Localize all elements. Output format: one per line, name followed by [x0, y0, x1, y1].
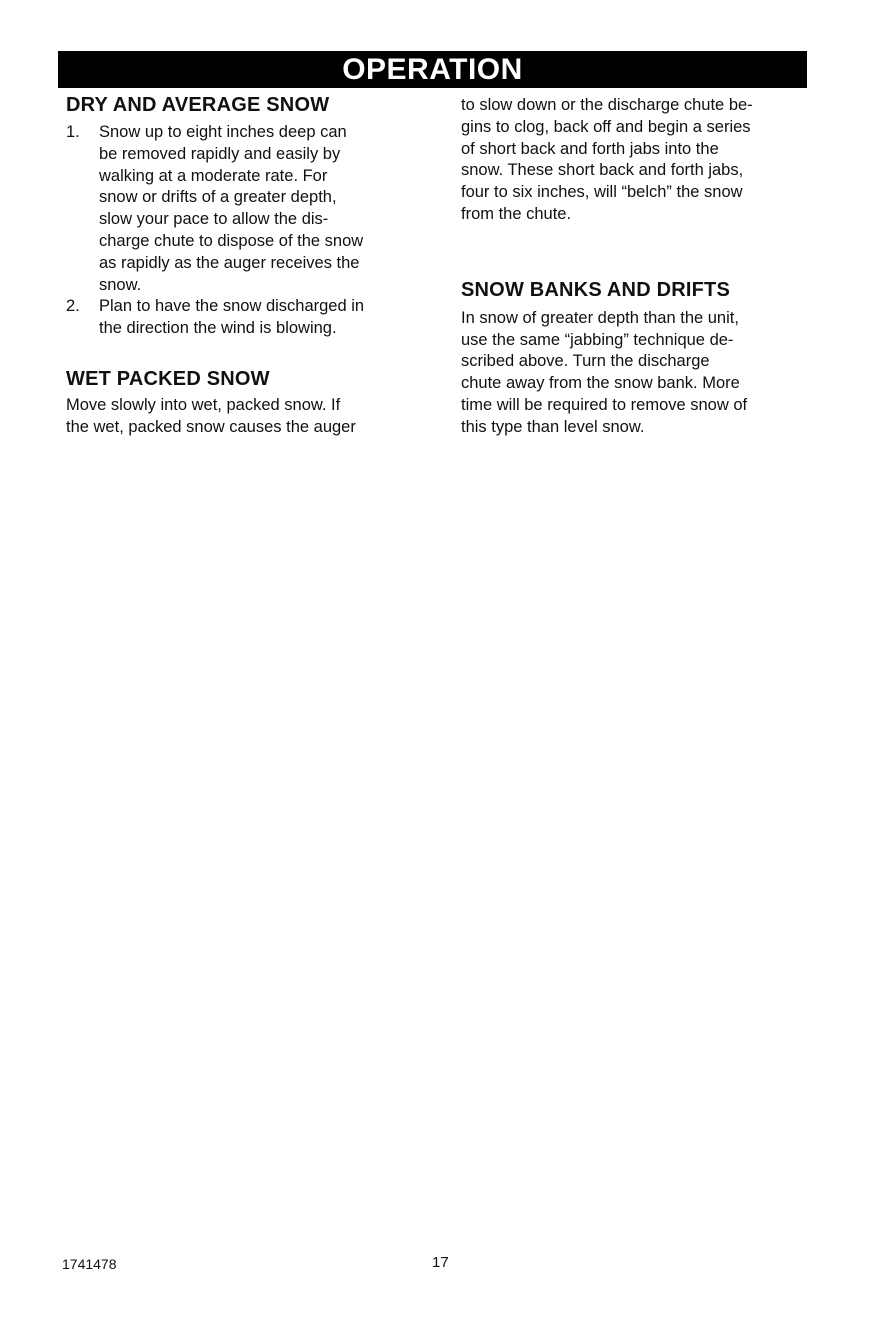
- page-number: 17: [432, 1254, 449, 1271]
- text-line: use the same “jabbing” technique de-: [461, 330, 734, 349]
- heading-snow-banks-drifts: SNOW BANKS AND DRIFTS: [461, 278, 731, 301]
- text-line: to slow down or the discharge chute be-: [461, 96, 753, 114]
- text-line: from the chute.: [461, 204, 572, 223]
- text-line: this type than level snow.: [461, 417, 645, 436]
- wet-snow-paragraph-continued: [461, 95, 833, 226]
- text-line: Move slowly into wet, packed snow. If: [66, 395, 341, 414]
- text-line: Snow up to eight inches deep can: [99, 123, 347, 141]
- heading-dry-average-snow: DRY AND AVERAGE SNOW: [66, 94, 330, 116]
- text-line: Plan to have the snow discharged in: [99, 297, 365, 316]
- text-line: four to six inches, will “belch” the snow: [461, 183, 743, 202]
- text-line: snow. These short back and forth jabs,: [461, 161, 744, 180]
- wet-snow-paragraph-start: [66, 395, 438, 439]
- right-column: [461, 95, 833, 439]
- text-line: charge chute to dispose of the snow: [99, 231, 364, 250]
- list-item-number: 1.: [66, 123, 80, 141]
- text-line: snow.: [99, 275, 142, 294]
- text-line: slow your pace to allow the dis-: [99, 210, 329, 229]
- list-item-1: [66, 122, 438, 296]
- page-title: OPERATION: [342, 52, 523, 86]
- document-number: 1741478: [62, 1256, 117, 1272]
- text-line: gins to clog, back off and begin a series: [461, 117, 751, 136]
- text-line: the wet, packed snow causes the auger: [66, 417, 356, 436]
- text-line: the direction the wind is blowing.: [99, 319, 337, 338]
- text-line: chute away from the snow bank. More: [461, 374, 740, 393]
- text-line: snow or drifts of a greater depth,: [99, 188, 337, 207]
- list-item-text: [99, 122, 363, 296]
- text-line: time will be required to remove snow of: [461, 395, 748, 414]
- text-line: scribed above. Turn the discharge: [461, 352, 710, 371]
- left-column: [66, 92, 438, 439]
- text-line: walking at a moderate rate. For: [99, 166, 328, 185]
- text-line: of short back and forth jabs into the: [461, 139, 719, 158]
- list-item-text: [99, 296, 364, 340]
- section-banner: [58, 51, 807, 88]
- text-line: as rapidly as the auger receives the: [99, 253, 360, 272]
- heading-wet-packed-snow: WET PACKED SNOW: [66, 367, 270, 390]
- list-item-2: [66, 296, 438, 340]
- text-line: be removed rapidly and easily by: [99, 144, 341, 163]
- snow-banks-paragraph: [461, 308, 833, 439]
- text-line: In snow of greater depth than the unit,: [461, 308, 739, 327]
- list-item-number: 2.: [66, 297, 80, 316]
